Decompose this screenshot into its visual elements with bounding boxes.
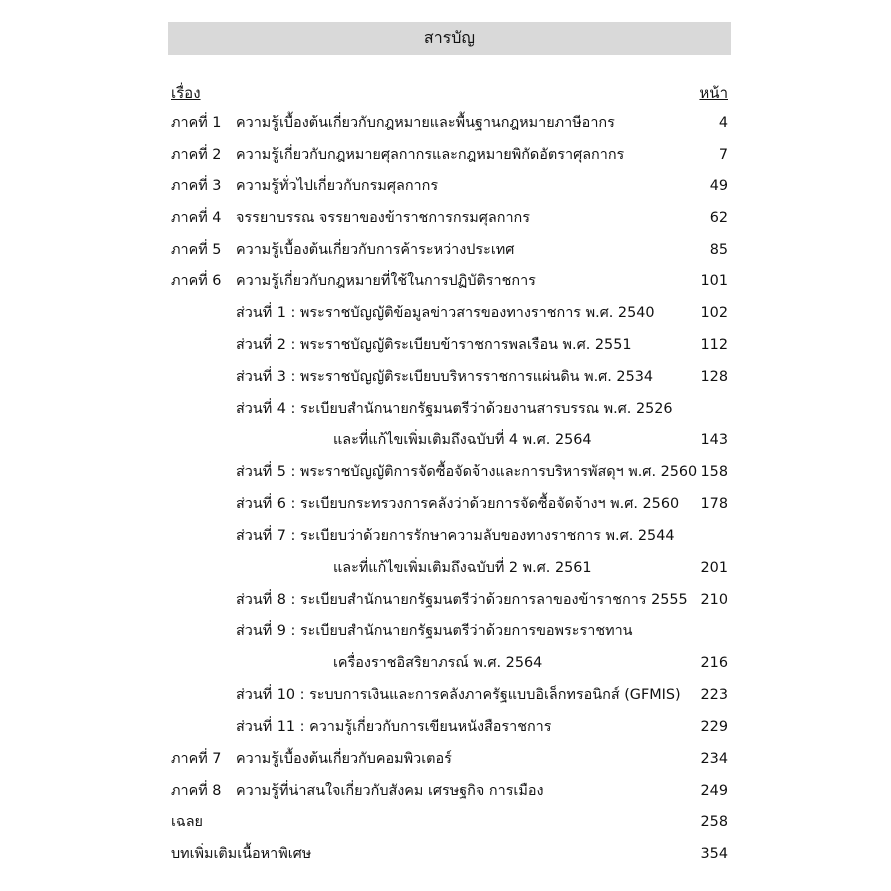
page-number: 101 [700,273,728,289]
toc-part-row [0,207,891,229]
toc-section-cont-row [0,429,891,451]
page-number: 102 [700,305,728,321]
section-title: ส่วนที่ 11 : ความรู้เกี่ยวกับการเขียนหนังสือราชการ [236,719,552,735]
section-title: ส่วนที่ 5 : พระราชบัญญัติการจัดซื้อจัดจ้างและการบริหารพัสดุฯ พ.ศ. 2560 [236,464,698,480]
page-number: 85 [709,242,728,258]
toc-section-cont-row [0,652,891,674]
page-number: 223 [700,687,728,703]
page-column-header: หน้า [699,84,728,102]
page-number: 7 [718,147,728,163]
part-label: ภาคที่ 2 [171,147,222,163]
toc-section-row [0,302,891,324]
page-number: 210 [700,592,728,608]
page-number: 143 [700,432,728,448]
toc-section-row [0,398,891,420]
section-title: ส่วนที่ 10 : ระบบการเงินและการคลังภาครัฐแบบอิเล็กทรอนิกส์ (GFMIS) [236,687,681,703]
part-title: ความรู้เบื้องต้นเกี่ยวกับกฎหมายและพื้นฐานกฎหมายภาษีอากร [236,115,615,131]
toc-section-row [0,334,891,356]
toc-section-row [0,684,891,706]
answers-title: เฉลย [171,814,203,830]
page-number: 201 [700,560,728,576]
section-title-continuation: เครื่องราชอิสริยาภรณ์ พ.ศ. 2564 [333,655,543,671]
section-title-continuation: และที่แก้ไขเพิ่มเติมถึงฉบับที่ 2 พ.ศ. 2561 [333,560,592,576]
toc-tail-row [0,811,891,833]
toc-section-row [0,589,891,611]
toc-section-row [0,366,891,388]
toc-section-row [0,525,891,547]
page-number: 112 [700,337,728,353]
section-title: ส่วนที่ 8 : ระเบียบสำนักนายกรัฐมนตรีว่าด้วยการลาของข้าราชการ 2555 [236,592,688,608]
part-label: ภาคที่ 8 [171,783,222,799]
page-number: 216 [700,655,728,671]
part-title: ความรู้ทั่วไปเกี่ยวกับกรมศุลกากร [236,178,439,194]
toc-section-row [0,461,891,483]
section-title: ส่วนที่ 6 : ระเบียบกระทรวงการคลังว่าด้วยการจัดซื้อจัดจ้างฯ พ.ศ. 2560 [236,496,680,512]
toc-tail-row [0,843,891,865]
part-label: ภาคที่ 7 [171,751,222,767]
section-title: ส่วนที่ 9 : ระเบียบสำนักนายกรัฐมนตรีว่าด้วยการขอพระราชทาน [236,623,633,639]
toc-part-row [0,239,891,261]
part-label: ภาคที่ 6 [171,273,222,289]
page-number: 229 [700,719,728,735]
toc-part-row [0,112,891,134]
page-number: 249 [700,783,728,799]
part-title: จรรยาบรรณ จรรยาของข้าราชการกรมศุลกากร [236,210,530,226]
section-title: ส่วนที่ 3 : พระราชบัญญัติระเบียบบริหารราชการแผ่นดิน พ.ศ. 2534 [236,369,654,385]
part-title: ความรู้เบื้องต้นเกี่ยวกับคอมพิวเตอร์ [236,751,452,767]
toc-section-row [0,620,891,642]
part-title: ความรู้เกี่ยวกับกฎหมายศุลกากรและกฎหมายพิกัดอัตราศุลกากร [236,147,625,163]
part-label: ภาคที่ 4 [171,210,222,226]
topic-column-header: เรื่อง [171,84,201,102]
page-number: 49 [709,178,728,194]
section-title-continuation: และที่แก้ไขเพิ่มเติมถึงฉบับที่ 4 พ.ศ. 2564 [333,432,592,448]
page-number: 158 [700,464,728,480]
section-title: ส่วนที่ 2 : พระราชบัญญัติระเบียบข้าราชการพลเรือน พ.ศ. 2551 [236,337,632,353]
page-number: 354 [700,846,728,862]
section-title: ส่วนที่ 4 : ระเบียบสำนักนายกรัฐมนตรีว่าด้วยงานสารบรรณ พ.ศ. 2526 [236,401,673,417]
part-label: ภาคที่ 3 [171,178,222,194]
part-label: ภาคที่ 1 [171,115,222,131]
page-number: 128 [700,369,728,385]
page-number: 234 [700,751,728,767]
toc-section-row [0,716,891,738]
section-title: ส่วนที่ 7 : ระเบียบว่าด้วยการรักษาความลับของทางราชการ พ.ศ. 2544 [236,528,675,544]
toc-part-row [0,270,891,292]
part-label: ภาคที่ 5 [171,242,222,258]
toc-title: สารบัญ [423,28,476,47]
page-number: 258 [700,814,728,830]
section-title: ส่วนที่ 1 : พระราชบัญญัติข้อมูลข่าวสารของทางราชการ พ.ศ. 2540 [236,305,655,321]
page-number: 4 [718,115,728,131]
part-title: ความรู้ที่น่าสนใจเกี่ยวกับสังคม เศรษฐกิจ การเมือง [236,783,544,799]
toc-part-row [0,748,891,770]
toc-part-row [0,780,891,802]
special-content-title: บทเพิ่มเติมเนื้อหาพิเศษ [171,846,312,862]
page-number: 178 [700,496,728,512]
toc-section-cont-row [0,557,891,579]
toc-part-row [0,175,891,197]
toc-part-row [0,144,891,166]
part-title: ความรู้เกี่ยวกับกฎหมายที่ใช้ในการปฏิบัติราชการ [236,273,536,289]
toc-section-row [0,493,891,515]
page-number: 62 [709,210,728,226]
part-title: ความรู้เบื้องต้นเกี่ยวกับการค้าระหว่างประเทศ [236,242,515,258]
